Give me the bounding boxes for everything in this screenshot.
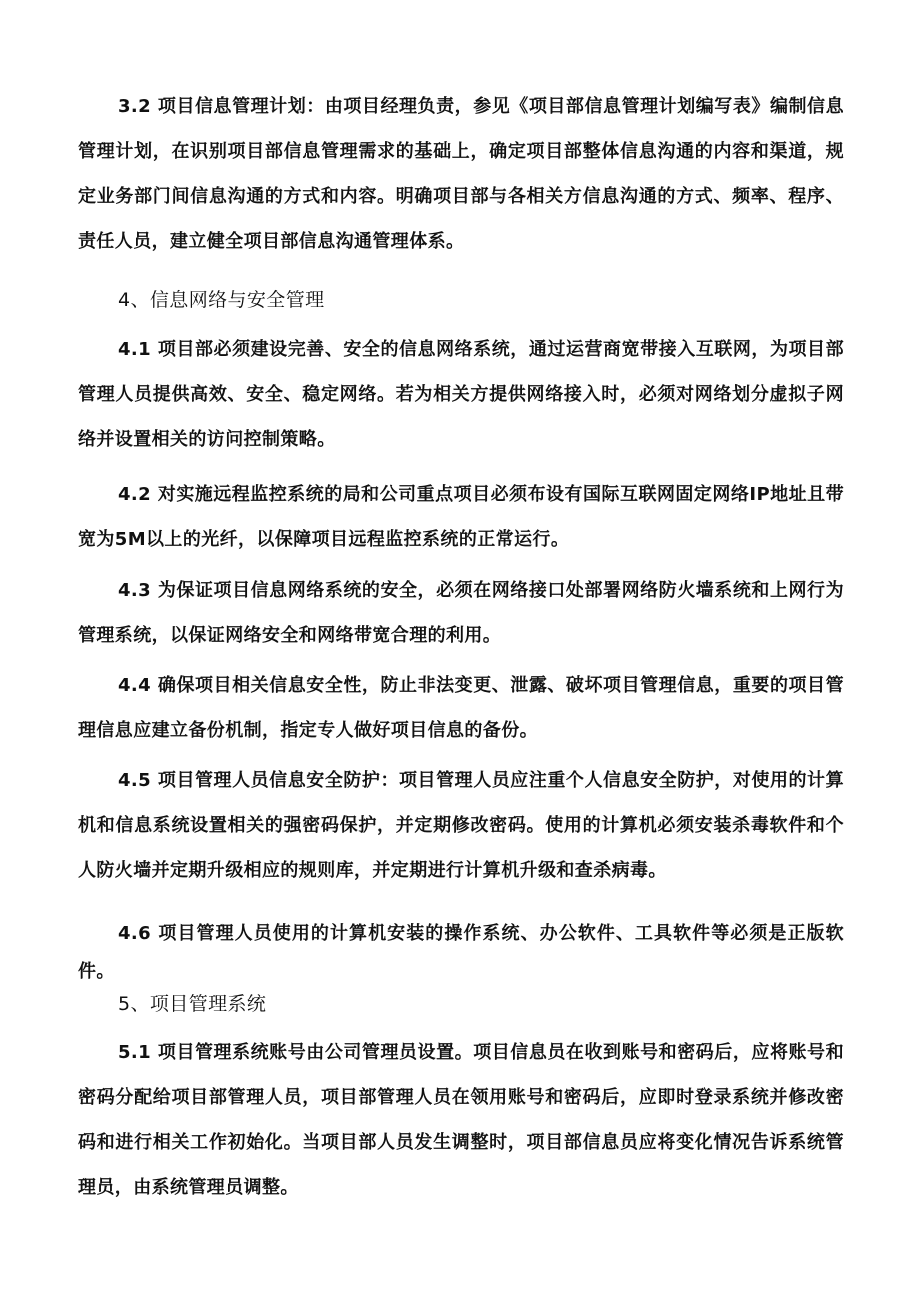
paragraph-4-1: 4.1 项目部必须建设完善、安全的信息网络系统，通过运营商宽带接入互联网，为项目部管理人员提供高效、安全、稳定网络。若为相关方提供网络接入时，必须对网络划分虚拟子网络并设置相关的访问控制策略。 (78, 339, 844, 450)
paragraph-4-3: 4.3 为保证项目信息网络系统的安全，必须在网络接口处部署网络防火墙系统和上网行为管理系统，以保证网络安全和网络带宽合理的利用。 (78, 580, 844, 646)
paragraph-4-6: 4.6 项目管理人员使用的计算机安装的操作系统、办公软件、工具软件等必须是正版软件。 (78, 923, 844, 982)
paragraph-5-1: 5.1 项目管理系统账号由公司管理员设置。项目信息员在收到账号和密码后，应将账号和密码分配给项目部管理人员，项目部管理人员在领用账号和密码后，应即时登录系统并修改密码和进行相关工作初始化。当项目部人员发生调整时，项目部信息员应将变化情况告诉系统管理员，由系统管理员调整。 (78, 1042, 844, 1198)
paragraph-4-4: 4.4 确保项目相关信息安全性，防止非法变更、泄露、破坏项目管理信息，重要的项目管理信息应建立备份机制，指定专人做好项目信息的备份。 (78, 675, 844, 741)
paragraph-4-2: 4.2 对实施远程监控系统的局和公司重点项目必须布设有国际互联网固定网络IP地址且带宽为5M以上的光纤，以保障项目远程监控系统的正常运行。 (78, 484, 844, 550)
heading-section-4: 4、信息网络与安全管理 (118, 289, 325, 311)
paragraph-4-5: 4.5 项目管理人员信息安全防护：项目管理人员应注重个人信息安全防护，对使用的计算机和信息系统设置相关的强密码保护，并定期修改密码。使用的计算机必须安装杀毒软件和个人防火墙并定期升级相应的规则库，并定期进行计算机升级和查杀病毒。 (78, 770, 844, 881)
paragraph-3-2: 3.2 项目信息管理计划：由项目经理负责，参见《项目部信息管理计划编写表》编制信息管理计划，在识别项目部信息管理需求的基础上，确定项目部整体信息沟通的内容和渠道，规定业务部门间信息沟通的方式和内容。明确项目部与各相关方信息沟通的方式、频率、程序、责任人员，建立健全项目部信息沟通管理体系。 (78, 96, 844, 252)
heading-section-5: 5、项目管理系统 (118, 993, 267, 1015)
